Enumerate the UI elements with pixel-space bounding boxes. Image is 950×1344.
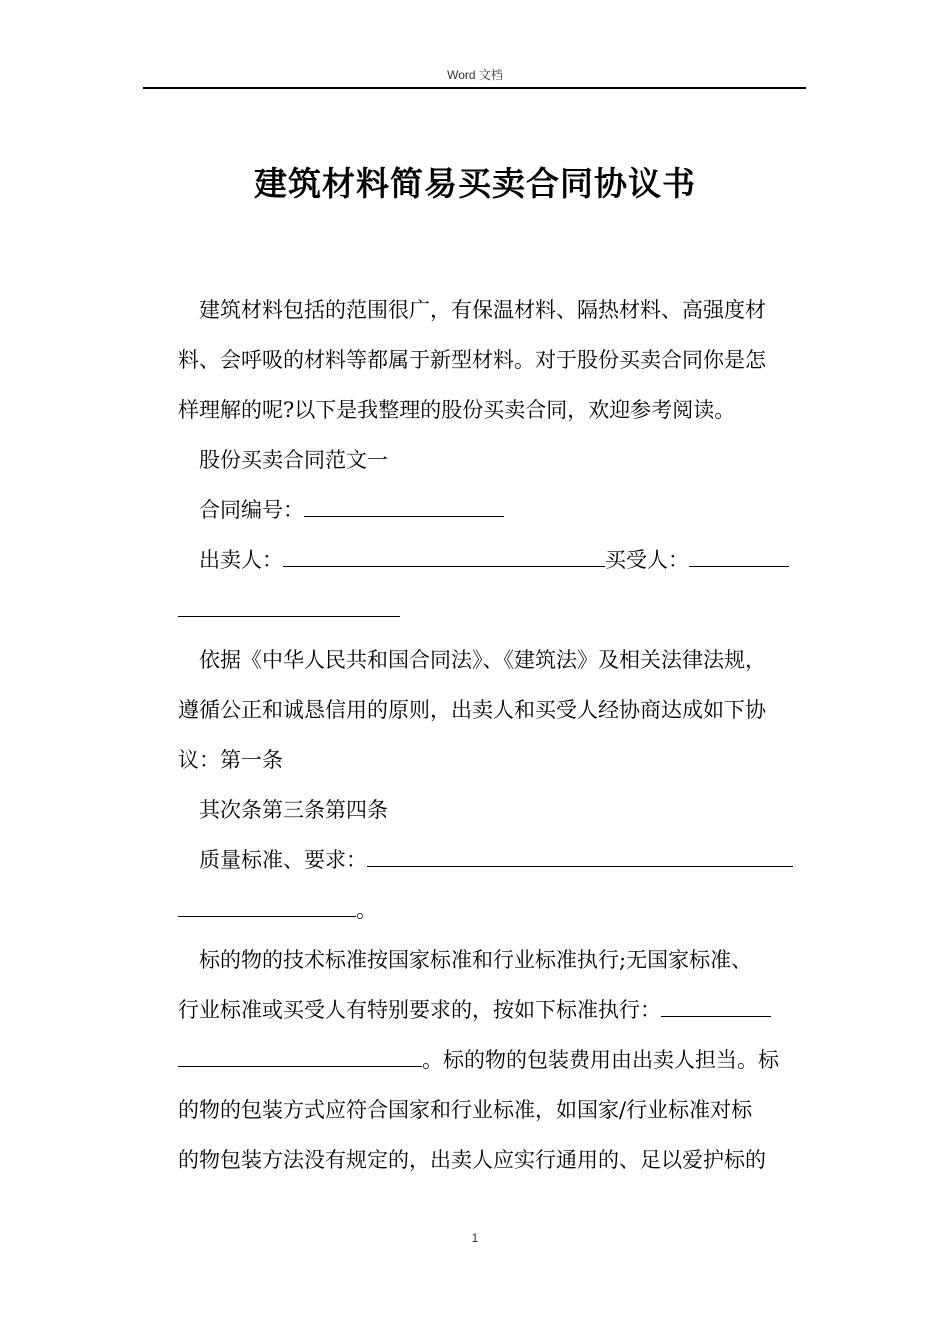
contract-number-label: 合同编号： (199, 498, 304, 522)
buyer-blank-continued (178, 598, 400, 617)
standard-line-2 (178, 996, 808, 1024)
packaging-text-1: 。标的物的包装费用由出卖人担当。标 (422, 1048, 779, 1072)
seller-blank (283, 548, 605, 567)
intro-line-3: 样理解的呢?以下是我整理的股份买卖合同，欢迎参考阅读。 (178, 398, 736, 422)
sample-heading: 股份买卖合同范文一 (199, 448, 388, 472)
contract-number-line (199, 496, 829, 524)
packaging-line-3: 的物包装方法没有规定的，出卖人应实行通用的、足以爱护标的 (178, 1148, 766, 1172)
basis-line-2: 遵循公正和诚恳信用的原则，出卖人和买受人经协商达成如下协 (178, 698, 766, 722)
document-title: 建筑材料简易买卖合同协议书 (254, 164, 696, 203)
page-number: 1 (471, 1231, 479, 1245)
standard-blank (661, 998, 771, 1017)
quality-continued-line (178, 896, 808, 924)
standard-line-1: 标的物的技术标准按国家标准和行业标准执行;无国家标准、 (199, 948, 753, 972)
buyer-label: 买受人： (605, 548, 689, 572)
articles-line: 其次条第三条第四条 (199, 798, 388, 822)
buyer-blank (689, 548, 789, 567)
packaging-line-2: 的物的包装方式应符合国家和行业标准，如国家/行业标准对标 (178, 1098, 753, 1122)
intro-line-1: 建筑材料包括的范围很广，有保温材料、隔热材料、高强度材 (199, 298, 766, 322)
header-divider (143, 87, 806, 89)
quality-end-mark: 。 (356, 898, 377, 922)
seller-label: 出卖人： (199, 548, 283, 572)
buyer-blank-continued-line (178, 596, 808, 624)
contract-number-blank (304, 498, 504, 517)
packaging-line-1 (178, 1046, 808, 1074)
basis-line-3: 议：第一条 (178, 748, 283, 772)
quality-blank-continued (178, 898, 356, 917)
quality-blank (367, 848, 793, 867)
standard-label: 行业标准或买受人有特别要求的，按如下标准执行： (178, 998, 661, 1022)
quality-label: 质量标准、要求： (199, 848, 367, 872)
intro-line-2: 料、会呼吸的材料等都属于新型材料。对于股份买卖合同你是怎 (178, 348, 766, 372)
quality-line (199, 846, 829, 874)
page-header: Word 文档 (447, 68, 503, 82)
basis-line-1: 依据《中华人民共和国合同法》、《建筑法》及相关法律法规， (199, 648, 766, 672)
parties-line (199, 546, 829, 574)
standard-blank-continued (178, 1048, 422, 1067)
